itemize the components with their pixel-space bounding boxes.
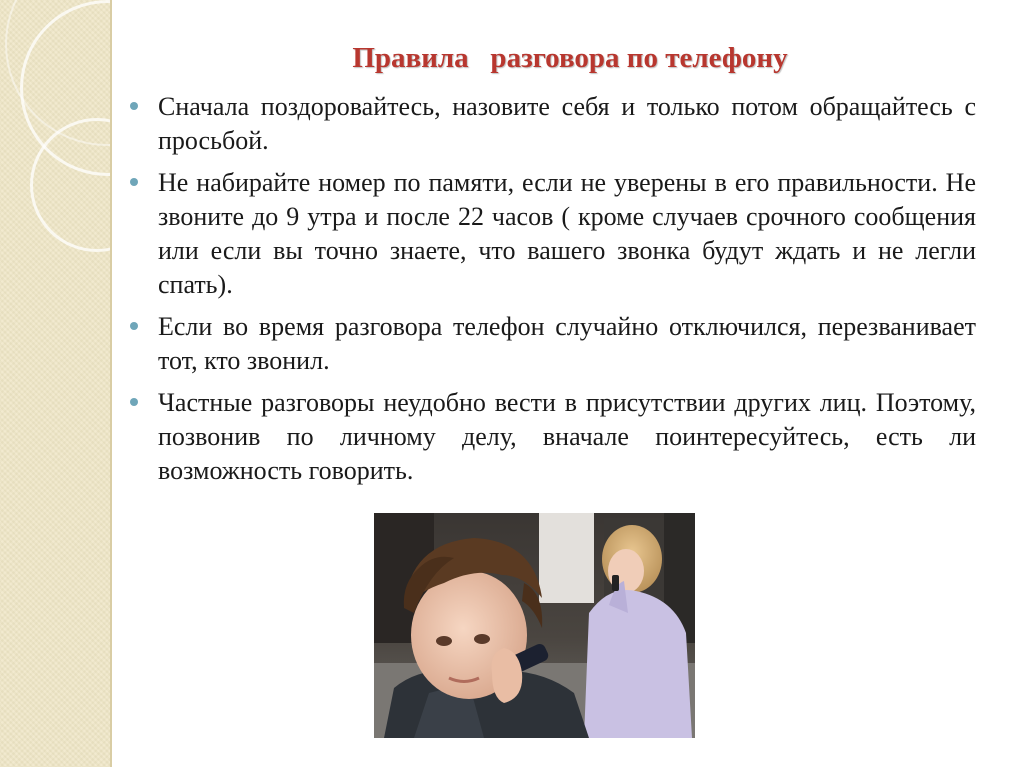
bullet-text: Не набирайте номер по памяти, если не уверены в его правильности. Не звоните до 9 утра и после 22 часов ( кроме случаев срочного сообщения или если вы точно знаете, что вашего звонка будут ждать и не легли спать). xyxy=(158,168,976,299)
bullet-text: Частные разговоры неудобно вести в присутствии других лиц. Поэтому, позвонив по личному делу, вначале поинтересуйтесь, есть ли возможность говорить. xyxy=(158,388,976,485)
bullet-item xyxy=(128,90,976,158)
bullet-dot-icon xyxy=(130,102,138,110)
bullet-text: Сначала поздоровайтесь, назовите себя и только потом обращайтесь с просьбой. xyxy=(158,92,976,155)
slide-title: Правила разговора по телефону xyxy=(352,42,788,74)
bullet-item xyxy=(128,386,976,488)
bullet-list xyxy=(128,90,976,496)
children-on-phone-photo xyxy=(374,513,695,738)
bullet-item xyxy=(128,310,976,378)
bullet-dot-icon xyxy=(130,178,138,186)
bullet-text: Если во время разговора телефон случайно отключился, перезванивает тот, кто звонил. xyxy=(158,312,976,375)
photo-illustration xyxy=(374,513,695,738)
bullet-item xyxy=(128,166,976,302)
bullet-dot-icon xyxy=(130,322,138,330)
bullet-dot-icon xyxy=(130,398,138,406)
decorative-side-panel xyxy=(0,0,112,767)
